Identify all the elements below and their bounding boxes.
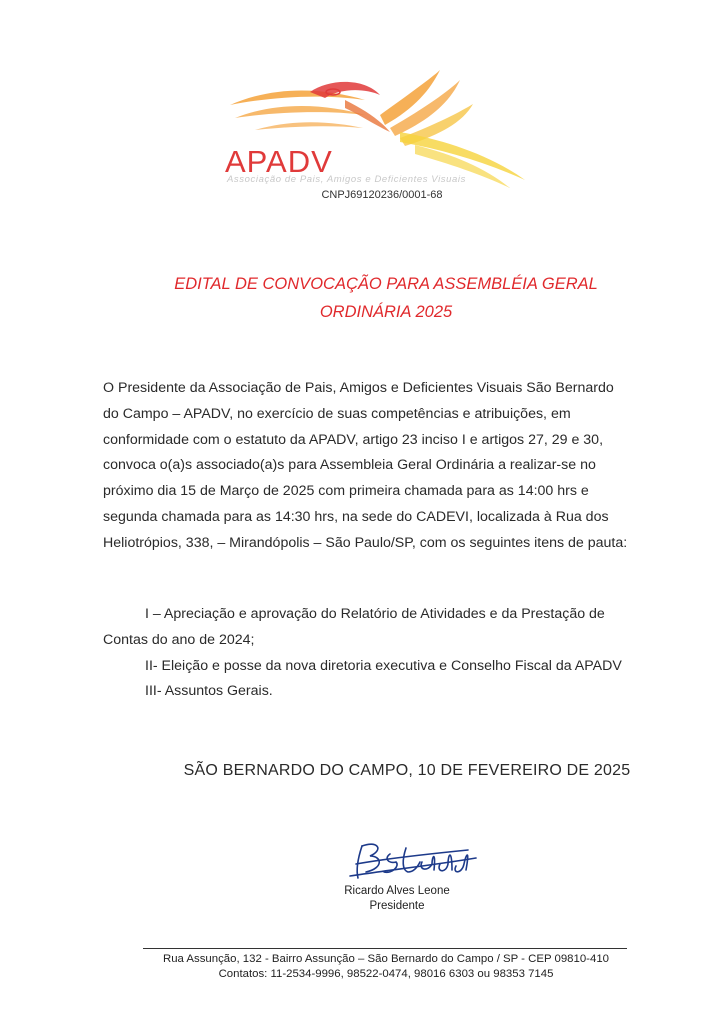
footer	[0, 952, 724, 982]
logo-subtitle: Associação de Pais, Amigos e Deficientes Visuais	[227, 174, 466, 185]
convocation-paragraph: O Presidente da Associação de Pais, Amigos e Deficientes Visuais São Bernardo do Campo – APADV, no exercício de suas competências e atribuições, em conformidade com o estatuto da APADV, artigo 23 inciso I e artigos 27, 29 e 30, convoca o(a)s associado(a)s para Assembleia Geral Ordinária a realizar-se no próximo dia 15 de Março de 2025 com primeira chamada para as 14:00 hrs e segunda chamada para as 14:30 hrs, na sede do CADEVI, localizada à Rua dos Heliotrópios, 338, – Mirandópolis – São Paulo/SP, com os seguintes itens de pauta:	[103, 380, 628, 551]
footer-divider	[143, 948, 627, 949]
agenda-item: III- Assuntos Gerais.	[145, 683, 273, 700]
agenda-list	[103, 602, 631, 705]
document-title	[0, 270, 724, 326]
cnpj: CNPJ69120236/0001-68	[321, 189, 443, 201]
footer-contacts: Contatos: 11-2534-9996, 98522-0474, 98016 6303 ou 98353 7145	[218, 968, 554, 980]
apadv-logo	[215, 70, 535, 190]
logo-name: APADV	[225, 144, 333, 179]
handwritten-signature	[348, 836, 478, 884]
place-date: SÃO BERNARDO DO CAMPO, 10 DE FEVEREIRO DE 2025	[183, 762, 631, 779]
signer-name: Ricardo Alves Leone	[344, 885, 450, 897]
agenda-item: II- Eleição e posse da nova diretoria executiva e Conselho Fiscal da APADV	[145, 657, 622, 674]
agenda-item: I – Apreciação e aprovação do Relatório de Atividades e da Prestação de Contas do ano de 2024;	[103, 606, 605, 648]
signer-role: Presidente	[369, 900, 425, 912]
title-line-1: EDITAL DE CONVOCAÇÃO PARA ASSEMBLÉIA GERAL	[174, 275, 598, 293]
title-line-2: ORDINÁRIA 2025	[319, 303, 453, 321]
signer-block	[332, 884, 462, 914]
footer-address: Rua Assunção, 132 - Bairro Assunção – São Bernardo do Campo / SP - CEP 09810-410	[163, 953, 609, 965]
